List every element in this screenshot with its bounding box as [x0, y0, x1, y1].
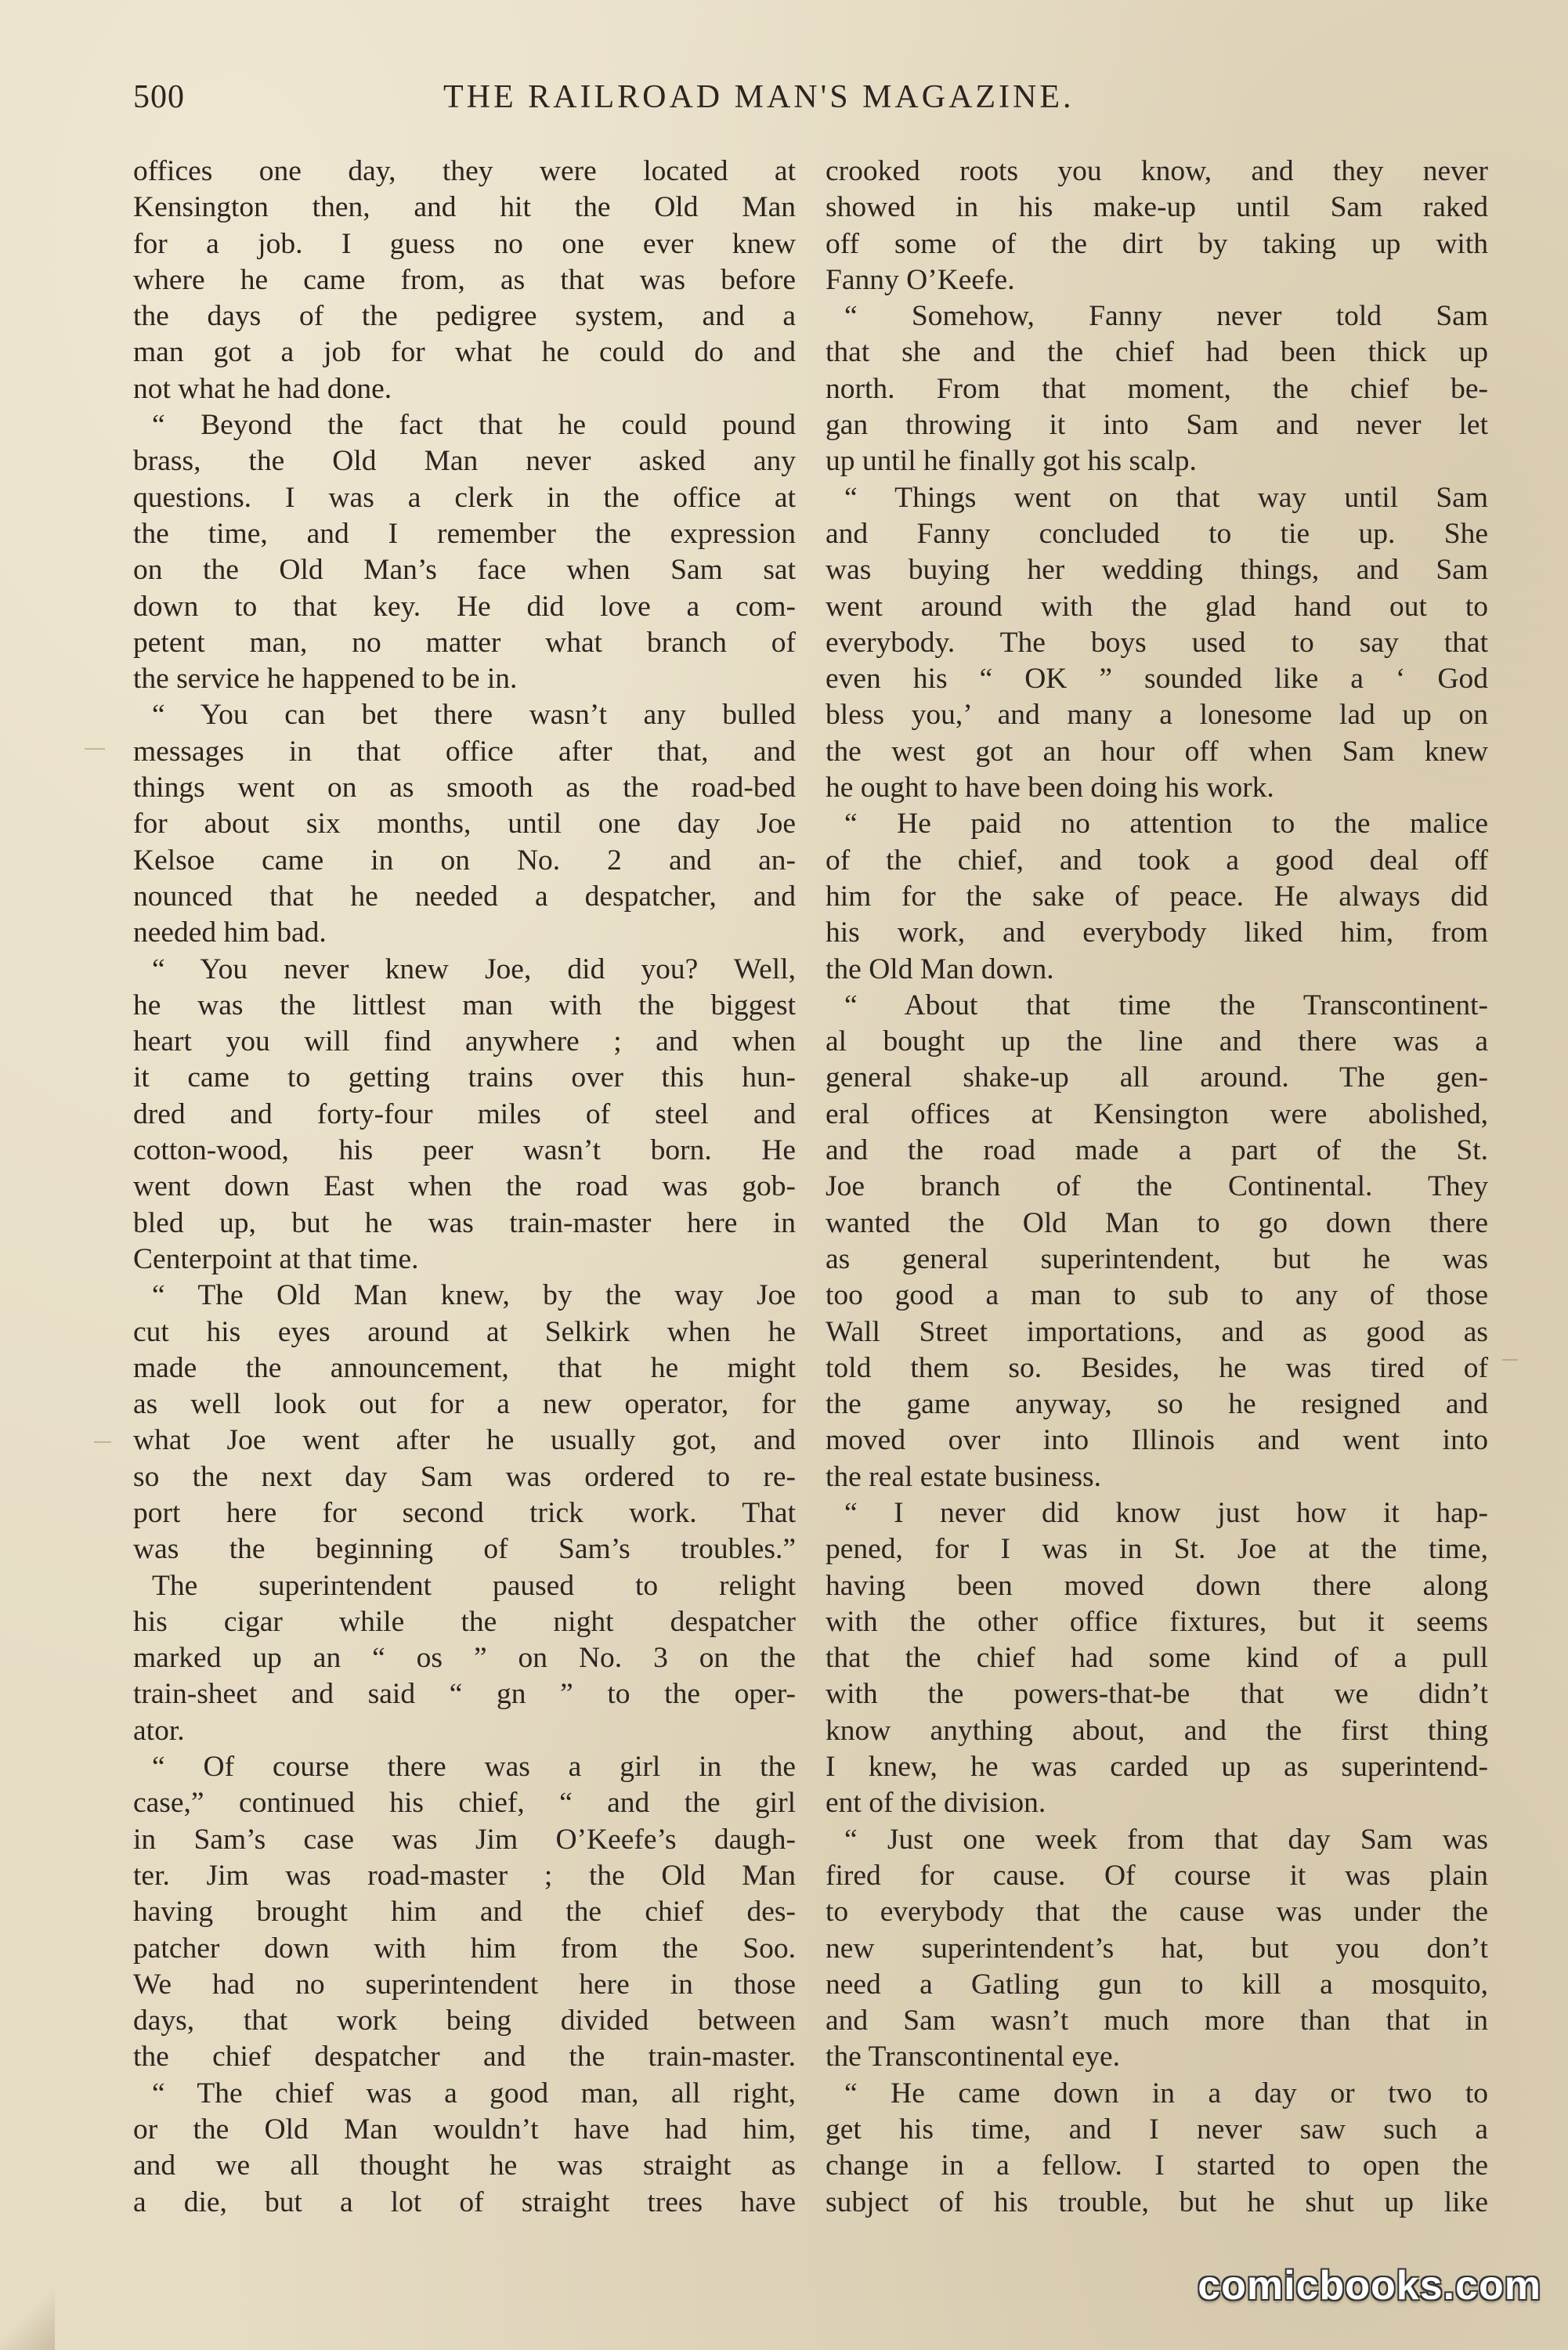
- text-line: the Transcontinental eye.: [826, 2041, 1120, 2073]
- text-line: “ Beyond the fact that he could pound: [152, 409, 796, 442]
- text-line: messages in that office after that, and: [133, 735, 796, 768]
- text-line: ator.: [133, 1714, 185, 1747]
- left-text-column: [133, 154, 796, 2221]
- text-line: a die, but a lot of straight trees have: [133, 2186, 796, 2218]
- text-line: as well look out for a new operator, for: [133, 1388, 796, 1421]
- text-line: “ I never did know just how it hap-: [844, 1496, 1488, 1529]
- text-line: pened, for I was in St. Joe at the time,: [826, 1533, 1488, 1566]
- text-line: so the next day Sam was ordered to re-: [133, 1460, 796, 1493]
- margin-mark: [94, 1441, 111, 1443]
- text-line: down to that key. He did love a com-: [133, 590, 796, 623]
- text-line: case,” continued his chief, “ and the girl: [133, 1787, 796, 1820]
- text-line: the chief despatcher and the train-master.: [133, 2041, 796, 2073]
- text-line: was the beginning of Sam’s troubles.”: [133, 1533, 796, 1566]
- text-line: it came to getting trains over this hun-: [133, 1061, 796, 1094]
- text-line: the west got an hour off when Sam knew: [826, 735, 1488, 768]
- text-line: ent of the division.: [826, 1787, 1046, 1820]
- text-line: new superintendent’s hat, but you don’t: [826, 1932, 1488, 1965]
- text-line: “ You can bet there wasn’t any bulled: [152, 699, 796, 732]
- text-line: brass, the Old Man never asked any: [133, 445, 796, 478]
- text-line: Joe branch of the Continental. They: [826, 1170, 1488, 1203]
- text-line: in Sam’s case was Jim O’Keefe’s daugh-: [133, 1823, 796, 1856]
- text-line: needed him bad.: [133, 916, 327, 949]
- text-line: he ought to have been doing his work.: [826, 772, 1274, 804]
- text-line: “ The Old Man knew, by the way Joe: [152, 1279, 796, 1312]
- text-line: gan throwing it into Sam and never let: [826, 409, 1488, 442]
- text-line: “ Somehow, Fanny never told Sam: [844, 300, 1488, 333]
- text-line: was buying her wedding things, and Sam: [826, 554, 1488, 587]
- text-line: man got a job for what he could do and: [133, 336, 796, 369]
- text-line: general shake-up all around. The gen-: [826, 1061, 1488, 1094]
- text-line: the time, and I remember the expression: [133, 517, 796, 550]
- text-line: with the other office fixtures, but it seems: [826, 1605, 1488, 1638]
- text-line: of the chief, and took a good deal off: [826, 844, 1488, 877]
- text-line: moved over into Illinois and went into: [826, 1424, 1488, 1457]
- text-line: “ Things went on that way until Sam: [844, 481, 1488, 514]
- page-header: [133, 78, 1425, 125]
- text-line: everybody. The boys used to say that: [826, 626, 1488, 659]
- text-line: “ You never knew Joe, did you? Well,: [152, 953, 796, 985]
- text-line: having brought him and the chief des-: [133, 1896, 796, 1929]
- text-line: eral offices at Kensington were abolished,: [826, 1097, 1488, 1130]
- text-line: crooked roots you know, and they never: [826, 155, 1488, 187]
- text-line: the game anyway, so he resigned and: [826, 1388, 1488, 1421]
- text-line: offices one day, they were located at: [133, 155, 796, 187]
- text-line: patcher down with him from the Soo.: [133, 1932, 796, 1965]
- text-line: “ He came down in a day or two to: [844, 2077, 1488, 2110]
- margin-mark: [1502, 1359, 1518, 1361]
- text-line: as general superintendent, but he was: [826, 1242, 1488, 1275]
- text-line: “ He paid no attention to the malice: [844, 808, 1488, 841]
- text-line: and we all thought he was straight as: [133, 2149, 796, 2182]
- margin-mark: [85, 748, 105, 750]
- text-line: north. From that moment, the chief be-: [826, 372, 1488, 405]
- text-line: train-sheet and said “ gn ” to the oper-: [133, 1678, 796, 1711]
- text-line: made the announcement, that he might: [133, 1351, 796, 1384]
- text-line: Kelsoe came in on No. 2 and an-: [133, 844, 796, 877]
- text-line: he was the littlest man with the biggest: [133, 989, 796, 1021]
- text-line: went around with the glad hand out to: [826, 590, 1488, 623]
- text-line: to everybody that the cause was under the: [826, 1896, 1488, 1929]
- text-line: I knew, he was carded up as superintend-: [826, 1751, 1488, 1784]
- text-line: went down East when the road was gob-: [133, 1170, 796, 1203]
- text-line: on the Old Man’s face when Sam sat: [133, 554, 796, 587]
- text-line: marked up an “ os ” on No. 3 on the: [133, 1642, 796, 1675]
- text-line: that the chief had some kind of a pull: [826, 1642, 1488, 1675]
- text-line: showed in his make-up until Sam raked: [826, 191, 1488, 224]
- text-line: his work, and everybody liked him, from: [826, 916, 1488, 949]
- text-line: Wall Street importations, and as good as: [826, 1315, 1488, 1348]
- text-line: or the Old Man wouldn’t have had him,: [133, 2113, 796, 2146]
- text-line: and Sam wasn’t much more than that in: [826, 2005, 1488, 2037]
- text-line: him for the sake of peace. He always did: [826, 880, 1488, 913]
- text-line: his cigar while the night despatcher: [133, 1605, 796, 1638]
- text-line: and Fanny concluded to tie up. She: [826, 517, 1488, 550]
- text-line: cut his eyes around at Selkirk when he: [133, 1315, 796, 1348]
- text-line: things went on as smooth as the road-bed: [133, 772, 796, 804]
- right-text-column: [826, 154, 1488, 2221]
- text-line: know anything about, and the first thing: [826, 1714, 1488, 1747]
- text-line: dred and forty-four miles of steel and: [133, 1097, 796, 1130]
- text-line: not what he had done.: [133, 372, 392, 405]
- text-line: get his time, and I never saw such a: [826, 2113, 1488, 2146]
- text-line: port here for second trick work. That: [133, 1496, 796, 1529]
- text-line: heart you will find anywhere ; and when: [133, 1025, 796, 1058]
- text-line: “ Of course there was a girl in the: [152, 1751, 796, 1784]
- text-line: Kensington then, and hit the Old Man: [133, 191, 796, 224]
- text-line: questions. I was a clerk in the office at: [133, 481, 796, 514]
- text-line: told them so. Besides, he was tired of: [826, 1351, 1488, 1384]
- text-line: that she and the chief had been thick up: [826, 336, 1488, 369]
- text-line: “ About that time the Transcontinent-: [844, 989, 1488, 1021]
- text-line: off some of the dirt by taking up with: [826, 227, 1488, 260]
- text-line: ter. Jim was road-master ; the Old Man: [133, 1859, 796, 1892]
- text-line: up until he finally got his scalp.: [826, 445, 1197, 478]
- text-line: bless you,’ and many a lonesome lad up on: [826, 699, 1488, 732]
- text-line: “ The chief was a good man, all right,: [152, 2077, 796, 2110]
- text-line: having been moved down there along: [826, 1569, 1488, 1602]
- text-line: al bought up the line and there was a: [826, 1025, 1488, 1058]
- text-line: the real estate business.: [826, 1460, 1101, 1493]
- text-line: and the road made a part of the St.: [826, 1134, 1488, 1167]
- text-line: what Joe went after he usually got, and: [133, 1424, 796, 1457]
- text-line: the days of the pedigree system, and a: [133, 300, 796, 333]
- text-line: wanted the Old Man to go down there: [826, 1206, 1488, 1239]
- text-line: change in a fellow. I started to open the: [826, 2149, 1488, 2182]
- text-line: subject of his trouble, but he shut up like: [826, 2186, 1488, 2218]
- page-corner-wear: [0, 2240, 55, 2350]
- text-line: the Old Man down.: [826, 953, 1054, 985]
- text-line: where he came from, as that was before: [133, 263, 796, 296]
- text-line: need a Gatling gun to kill a mosquito,: [826, 1968, 1488, 2001]
- text-line: with the powers-that-be that we didn’t: [826, 1678, 1488, 1711]
- text-line: “ Just one week from that day Sam was: [844, 1823, 1488, 1856]
- text-line: bled up, but he was train-master here in: [133, 1206, 796, 1239]
- text-line: The superintendent paused to relight: [152, 1569, 796, 1602]
- text-line: nounced that he needed a despatcher, and: [133, 880, 796, 913]
- text-line: petent man, no matter what branch of: [133, 626, 796, 659]
- text-line: the service he happened to be in.: [133, 663, 518, 696]
- text-line: for about six months, until one day Joe: [133, 808, 796, 841]
- text-line: Centerpoint at that time.: [133, 1242, 419, 1275]
- watermark-logo: comicbooks.com: [1198, 2263, 1541, 2308]
- running-title: THE RAILROAD MAN'S MAGAZINE.: [443, 79, 1075, 115]
- text-line: Fanny O’Keefe.: [826, 263, 1015, 296]
- text-line: days, that work being divided between: [133, 2005, 796, 2037]
- text-line: We had no superintendent here in those: [133, 1968, 796, 2001]
- text-line: even his “ OK ” sounded like a ‘ God: [826, 663, 1488, 696]
- text-line: cotton-wood, his peer wasn’t born. He: [133, 1134, 796, 1167]
- text-line: too good a man to sub to any of those: [826, 1279, 1488, 1312]
- page-number: 500: [133, 79, 185, 115]
- text-line: fired for cause. Of course it was plain: [826, 1859, 1488, 1892]
- text-line: for a job. I guess no one ever knew: [133, 227, 796, 260]
